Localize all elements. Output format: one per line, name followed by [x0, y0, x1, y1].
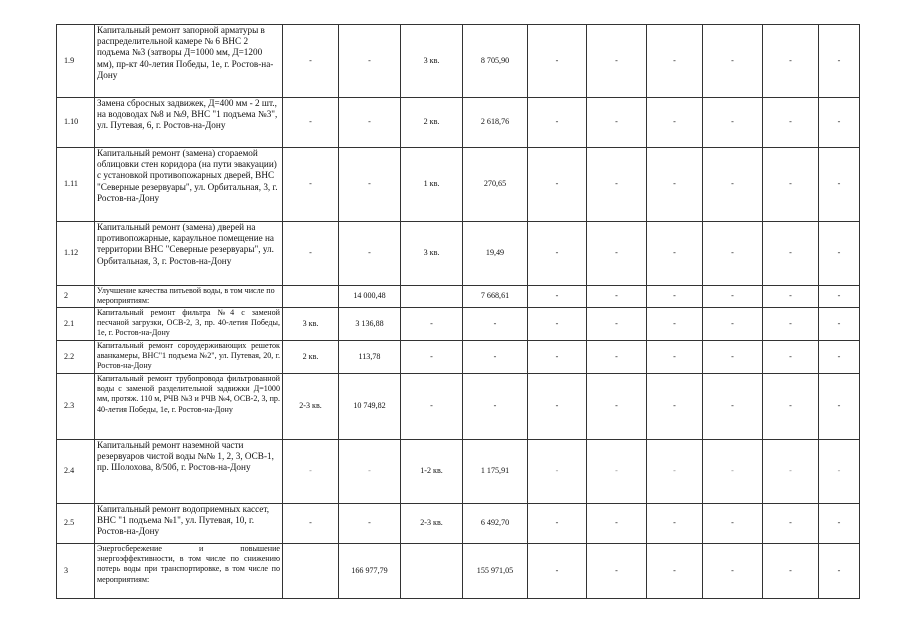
- cell-value: -: [528, 440, 587, 504]
- cell-value: -: [528, 504, 587, 544]
- cell-value: -: [647, 440, 703, 504]
- cell-value: -: [819, 440, 860, 504]
- cell-value: 19,49: [463, 222, 528, 286]
- cell-value: -: [763, 25, 819, 98]
- cell-value: -: [528, 98, 587, 148]
- cell-value: -: [703, 544, 763, 599]
- cell-value: -: [283, 222, 339, 286]
- cell-value: 8 705,90: [463, 25, 528, 98]
- cell-value: -: [763, 544, 819, 599]
- cell-value: 2-3 кв.: [401, 504, 463, 544]
- cell-value: -: [587, 308, 647, 341]
- cell-value: -: [763, 222, 819, 286]
- cell-value: -: [647, 341, 703, 374]
- cell-value: -: [401, 341, 463, 374]
- cell-value: -: [763, 148, 819, 222]
- cell-value: 2 кв.: [401, 98, 463, 148]
- cell-value: -: [647, 286, 703, 308]
- cell-value: -: [763, 286, 819, 308]
- cell-value: -: [528, 148, 587, 222]
- cell-value: -: [763, 341, 819, 374]
- table-row: [57, 98, 860, 148]
- cell-value: -: [587, 25, 647, 98]
- cell-value: -: [339, 440, 401, 504]
- cell-value: -: [763, 504, 819, 544]
- row-number: 1.11: [57, 148, 95, 222]
- row-description: Капитальный ремонт (замена) дверей на противопожарные, караульное помещение на территории ВНС "Северные резервуары", ул. Орбитальная, 3, г. Ростов-на-Дону: [95, 222, 283, 286]
- cell-value: -: [528, 341, 587, 374]
- row-description: Замена сбросных задвижек, Д=400 мм - 2 шт., на водоводах №8 и №9, ВНС "1 подъема №3", ул. Путевая, 6, г. Ростов-на-Дону: [95, 98, 283, 148]
- cell-value: -: [463, 308, 528, 341]
- cell-value: -: [703, 222, 763, 286]
- cell-value: 1-2 кв.: [401, 440, 463, 504]
- cell-value: -: [703, 286, 763, 308]
- cell-value: -: [763, 98, 819, 148]
- row-number: 1.9: [57, 25, 95, 98]
- cell-value: -: [763, 374, 819, 440]
- table-row: [57, 222, 860, 286]
- cell-value: -: [339, 504, 401, 544]
- cell-value: -: [819, 25, 860, 98]
- cell-value: 3 кв.: [283, 308, 339, 341]
- cell-value: -: [587, 98, 647, 148]
- cell-value: -: [587, 148, 647, 222]
- cell-value: [283, 286, 339, 308]
- cell-value: -: [763, 308, 819, 341]
- cell-value: -: [283, 25, 339, 98]
- table-row: [57, 374, 860, 440]
- cell-value: -: [528, 222, 587, 286]
- row-description: Энергосбережение и повышение энергоэффективности, в том числе по снижению потерь воды при транспортировке, в том числе по мероприятиям:: [95, 544, 283, 599]
- cell-value: -: [339, 98, 401, 148]
- cell-value: -: [647, 222, 703, 286]
- table-row: [57, 25, 860, 98]
- row-description: Улучшение качества питьевой воды, в том числе по мероприятиям:: [95, 286, 283, 308]
- cell-value: -: [819, 286, 860, 308]
- cell-value: -: [647, 25, 703, 98]
- cell-value: -: [339, 25, 401, 98]
- cell-value: -: [463, 374, 528, 440]
- cell-value: -: [587, 341, 647, 374]
- cell-value: -: [528, 25, 587, 98]
- row-number: 2: [57, 286, 95, 308]
- cell-value: 2-3 кв.: [283, 374, 339, 440]
- cell-value: -: [528, 544, 587, 599]
- row-number: 2.1: [57, 308, 95, 341]
- cell-value: -: [703, 440, 763, 504]
- row-number: 2.3: [57, 374, 95, 440]
- cell-value: -: [703, 374, 763, 440]
- cell-value: -: [819, 148, 860, 222]
- cell-value: 7 668,61: [463, 286, 528, 308]
- cell-value: -: [339, 148, 401, 222]
- cell-value: 3 кв.: [401, 25, 463, 98]
- cell-value: -: [819, 341, 860, 374]
- cell-value: -: [283, 98, 339, 148]
- cell-value: -: [819, 374, 860, 440]
- cell-value: -: [819, 504, 860, 544]
- cell-value: -: [819, 544, 860, 599]
- cell-value: -: [587, 544, 647, 599]
- row-description: Капитальный ремонт трубопровода фильтрованной воды с заменой разделительной задвижки Д=1000 мм, протяж. 110 м, РЧВ №3 и РЧВ №4, ОСВ-2, 3, пр. 40-летия Победы, 1е, г. Ростов-на-Дону: [95, 374, 283, 440]
- cell-value: [401, 544, 463, 599]
- table-row: [57, 286, 860, 308]
- cell-value: 14 000,48: [339, 286, 401, 308]
- table-row: [57, 308, 860, 341]
- cell-value: 270,65: [463, 148, 528, 222]
- cell-value: -: [647, 308, 703, 341]
- cell-value: -: [647, 544, 703, 599]
- cell-value: 155 971,05: [463, 544, 528, 599]
- cell-value: -: [587, 374, 647, 440]
- cell-value: 1 кв.: [401, 148, 463, 222]
- cell-value: -: [283, 440, 339, 504]
- cell-value: 2 кв.: [283, 341, 339, 374]
- cell-value: 113,78: [339, 341, 401, 374]
- cell-value: -: [587, 222, 647, 286]
- cell-value: 1 175,91: [463, 440, 528, 504]
- investment-program-table: [56, 24, 860, 599]
- cell-value: -: [647, 374, 703, 440]
- cell-value: 3 136,88: [339, 308, 401, 341]
- cell-value: -: [283, 148, 339, 222]
- cell-value: -: [703, 98, 763, 148]
- cell-value: -: [528, 374, 587, 440]
- row-description: Капитальный ремонт запорной арматуры в распределительной камере № 6 ВНС 2 подъема №3 (затворы Д=1000 мм, Д=1200 мм), пр-кт 40-летия Победы, 1е, г. Ростов-на-Дону: [95, 25, 283, 98]
- row-number: 1.10: [57, 98, 95, 148]
- row-number: 2.5: [57, 504, 95, 544]
- cell-value: -: [587, 440, 647, 504]
- cell-value: -: [528, 286, 587, 308]
- cell-value: 2 618,76: [463, 98, 528, 148]
- cell-value: -: [647, 148, 703, 222]
- cell-value: -: [819, 308, 860, 341]
- cell-value: -: [587, 504, 647, 544]
- table-row: [57, 440, 860, 504]
- table-row: [57, 544, 860, 599]
- cell-value: 166 977,79: [339, 544, 401, 599]
- cell-value: -: [763, 440, 819, 504]
- cell-value: 6 492,70: [463, 504, 528, 544]
- cell-value: -: [703, 25, 763, 98]
- cell-value: -: [703, 504, 763, 544]
- cell-value: -: [401, 308, 463, 341]
- cell-value: -: [819, 222, 860, 286]
- cell-value: -: [703, 308, 763, 341]
- cell-value: -: [339, 222, 401, 286]
- cell-value: 3 кв.: [401, 222, 463, 286]
- cell-value: -: [587, 286, 647, 308]
- row-description: Капитальный ремонт фильтра №4 с заменой песчаной загрузки, ОСВ-2, 3, пр. 40-летия Победы, 1е, г. Ростов-на-Дону: [95, 308, 283, 341]
- cell-value: -: [819, 98, 860, 148]
- row-number: 2.2: [57, 341, 95, 374]
- table-row: [57, 148, 860, 222]
- row-number: 2.4: [57, 440, 95, 504]
- cell-value: -: [647, 98, 703, 148]
- cell-value: [401, 286, 463, 308]
- cell-value: -: [283, 504, 339, 544]
- cell-value: -: [401, 374, 463, 440]
- row-description: Капитальный ремонт водоприемных кассет, ВНС "1 подъема №1", ул. Путевая, 10, г. Ростов-на-Дону: [95, 504, 283, 544]
- row-number: 3: [57, 544, 95, 599]
- row-description: Капитальный ремонт сороудерживающих решеток аванкамеры, ВНС"1 подъема №2", ул. Путевая, 20, г. Ростов-на-Дону: [95, 341, 283, 374]
- row-description: Капитальный ремонт (замена) сгораемой облицовки стен коридора (на пути эвакуации) с установкой противопожарных дверей, ВНС "Северные резервуары", ул. Орбитальная, 3, г. Ростов-на-Дону: [95, 148, 283, 222]
- cell-value: -: [703, 341, 763, 374]
- cell-value: [283, 544, 339, 599]
- cell-value: -: [463, 341, 528, 374]
- cell-value: 10 749,82: [339, 374, 401, 440]
- row-number: 1.12: [57, 222, 95, 286]
- row-description: Капитальный ремонт наземной части резервуаров чистой воды №№ 1, 2, 3, ОСВ-1, пр. Шолохова, 8/50б, г. Ростов-на-Дону: [95, 440, 283, 504]
- cell-value: -: [528, 308, 587, 341]
- table-row: [57, 504, 860, 544]
- table-row: [57, 341, 860, 374]
- cell-value: -: [647, 504, 703, 544]
- cell-value: -: [703, 148, 763, 222]
